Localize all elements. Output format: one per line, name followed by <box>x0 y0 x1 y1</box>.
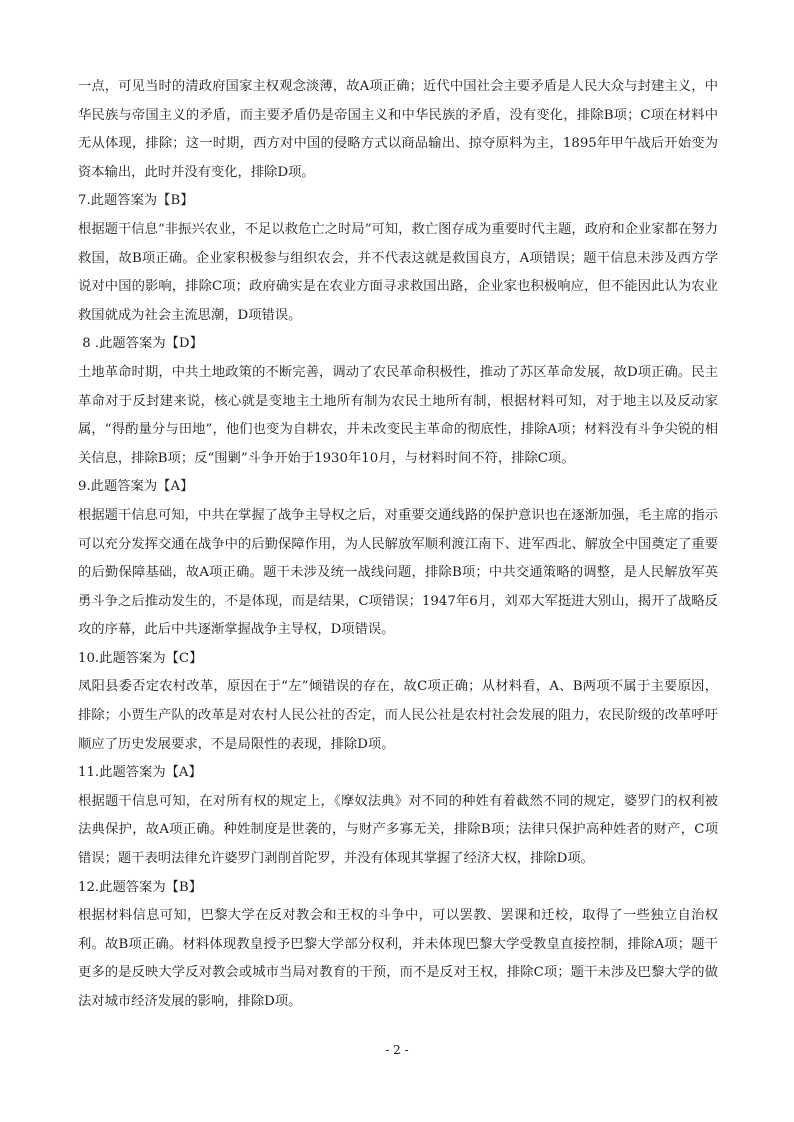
answer-body-11: 根据题干信息可知，在对所有权的规定上，《摩奴法典》对不同的种姓有着截然不同的规定，婆罗门的权利被法典保护，故A项正确。种姓制度是世袭的，与财产多寡无关，排除B项；法律只保护高种姓者的财产，C项错误；题干表明法律允许婆罗门剥削首陀罗，并没有体现其掌握了经济大权，排除D项。 <box>78 793 718 867</box>
answer-heading-11: 11.此题答案为【A】 <box>78 765 202 781</box>
answer-heading-8: 8 .此题答案为【D】 <box>78 336 203 352</box>
answer-heading-12: 12.此题答案为【B】 <box>78 879 202 895</box>
intro-paragraph: 一点，可见当时的清政府国家主权观念淡薄，故A项正确；近代中国社会主要矛盾是人民大众与封建主义，中华民族与帝国主义的矛盾，而主要矛盾仍是帝国主义和中华民族的矛盾，没有变化，排除B项；C项在材料中无从体现，排除；这一时期，西方对中国的侵略方式以商品输出、掠夺原料为主，1895年甲午战后开始变为资本输出，此时并没有变化，排除D项。 <box>78 79 718 180</box>
answer-explanations <box>78 73 718 1017</box>
answer-heading-7: 7.此题答案为【B】 <box>78 193 194 209</box>
answer-heading-9: 9.此题答案为【A】 <box>78 479 194 495</box>
answer-body-8: 土地革命时期，中共土地政策的不断完善，调动了农民革命积极性，推动了苏区革命发展，故D项正确。民主革命对于反封建来说，核心就是变地主土地所有制为农民土地所有制，根据材料可知，对于地主以及反动家属，“得酌量分与田地”，他们也变为自耕农，并未改变民主革命的彻底性，排除A项；材料没有斗争尖锐的相关信息，排除B项；反“围剿”斗争开始于1930年10月，与材料时间不符，排除C项。 <box>78 364 718 466</box>
answer-body-10: 凤阳县委否定农村改革，原因在于“左”倾错误的存在，故C项正确；从材料看，A、B两项不属于主要原因，排除；小贾生产队的改革是对农村人民公社的否定，而人民公社是农村社会发展的阻力，农民阶级的改革呼吁顺应了历史发展要求，不是局限性的表现，排除D项。 <box>78 679 718 752</box>
answer-body-12: 根据材料信息可知，巴黎大学在反对教会和王权的斗争中，可以罢教、罢课和迁校，取得了一些独立自治权利。故B项正确。材料体现教皇授予巴黎大学部分权利，并未体现巴黎大学受教皇直接控制，排除A项；题干更多的是反映大学反对教会或城市当局对教育的干预，而不是反对王权，排除C项；题干未涉及巴黎大学的做法对城市经济发展的影响，排除D项。 <box>78 908 718 1009</box>
answer-body-9: 根据题干信息可知，中共在掌握了战争主导权之后，对重要交通线路的保护意识也在逐渐加强，毛主席的指示可以充分发挥交通在战争中的后勤保障作用，为人民解放军顺利渡江南下、进军西北、解放全中国奠定了重要的后勤保障基础，故A项正确。题干未涉及统一战线问题，排除B项；中共交通策略的调整，是人民解放军英勇斗争之后推动发生的，不是体现，而是结果，C项错误；1947年6月，刘邓大军挺进大别山，揭开了战略反攻的序幕，此后中共逐渐掌握战争主导权，D项错误。 <box>78 507 718 638</box>
page-number: - 2 - <box>385 1043 409 1057</box>
answer-heading-10: 10.此题答案为【C】 <box>78 650 203 666</box>
answer-body-7: 根据题干信息“非振兴农业，不足以救危亡之时局”可知，救亡图存成为重要时代主题，政府和企业家都在努力救国，故B项正确。企业家积极参与组织农会，并不代表这就是救国良方，A项错误；题干信息未涉及西方学说对中国的影响，排除C项；政府确实是在农业方面寻求救国出路，企业家也积极响应，但不能因此认为农业救国就成为社会主流思潮，D项错误。 <box>78 221 718 323</box>
